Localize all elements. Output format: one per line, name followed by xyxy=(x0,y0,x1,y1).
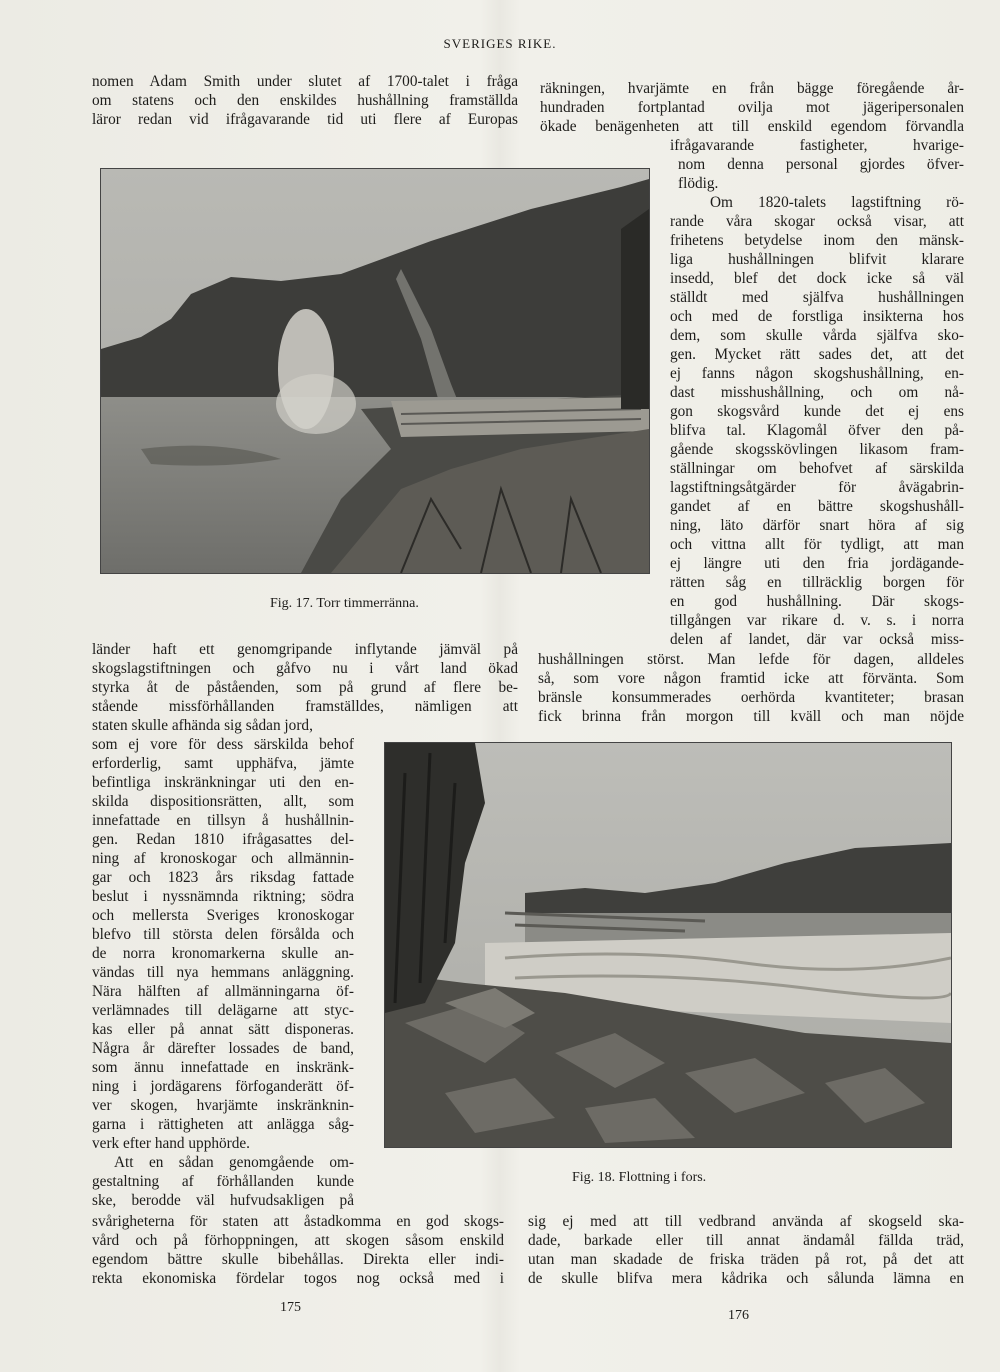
text-line: de norra kronomarkerna skulle an- xyxy=(92,945,354,962)
text-line: ning, läto därför snart höra af sig xyxy=(670,517,964,534)
text-line: erforderlig, samt upphäfva, jämte xyxy=(92,755,354,772)
text-line: ej fanns någon skogshushållning, en- xyxy=(670,365,964,382)
text-line: gestaltning af förhållanden kunde xyxy=(92,1173,354,1190)
text-line: länder haft ett genomgripande inflytande jämväl på xyxy=(92,641,518,658)
text-line: vård och på förhoppningen, att skogen såsom enskild xyxy=(92,1232,504,1249)
text-line: sig ej med att till vedbrand använda af skogseld ska- xyxy=(528,1213,964,1230)
text-line: beslut i nyssnämnda riktning; södra xyxy=(92,888,354,905)
text-line: nom denna personal gjordes öfver- xyxy=(678,156,964,173)
text-line: ej längre uti den fria jordägande- xyxy=(670,555,964,572)
text-line: ställningar om behofvet af särskilda xyxy=(670,460,964,477)
text-line: utan man skadade de friska träden på rot, på det att xyxy=(528,1251,964,1268)
text-line: blefvo till största delen försålda och xyxy=(92,926,354,943)
text-line: vändas till nya hemmans anläggning. xyxy=(92,964,354,981)
text-line: liga hushållningen blifvit klarare xyxy=(670,251,964,268)
running-header: SVERIGES RIKE. xyxy=(443,36,557,51)
text-line: som ännu innefattade en inskränk- xyxy=(92,1059,354,1076)
text-line: rätten såg en tillräcklig borgen för xyxy=(670,574,964,591)
text-line: verk efter hand upphörde. xyxy=(92,1135,251,1152)
text-line: Nära hälften af allmänningarna öf- xyxy=(92,983,354,1000)
text-line: styrka åt de påståenden, som på grund af flere be- xyxy=(92,679,518,696)
text-line: dade, barkade eller till annat ändamål fällda träd, xyxy=(528,1232,964,1249)
text-line: innefattade en tillsyn å hushållnin- xyxy=(92,812,354,829)
text-line: nomen Adam Smith under slutet af 1700-talet i fråga xyxy=(92,73,518,90)
text-line: ifrågavarande fastigheter, hvarige- xyxy=(670,137,964,154)
text-line: om statens och den enskildes hushållning framställda xyxy=(92,92,518,109)
text-line: kas eller på annat sätt disponeras. xyxy=(92,1021,354,1038)
text-line: gon skogsvård kunde det ej ens xyxy=(670,403,964,420)
fig18-caption: Fig. 18. Flottning i fors. xyxy=(572,1170,707,1185)
fig17-caption: Fig. 17. Torr timmerränna. xyxy=(270,596,419,611)
page-number-right: 176 xyxy=(728,1308,749,1323)
text-line: som ej vore för dess särskilda behof xyxy=(92,736,354,753)
fig17-photo xyxy=(100,168,650,574)
text-line: läror redan vid ifrågavarande tid uti flere af Europas xyxy=(92,111,518,128)
text-line: ske, berodde väl hufvudsakligen på xyxy=(92,1192,354,1209)
text-line: gandet af en bättre skogshushåll- xyxy=(670,498,964,515)
text-line: och med de forstliga insikterna hos xyxy=(670,308,964,325)
text-line: flödig. xyxy=(678,175,719,192)
text-line: ställdt med själfva hushållningen xyxy=(670,289,964,306)
text-line: Om 1820-talets lagstiftning rö- xyxy=(710,194,964,211)
text-line: gar och 1823 års riksdag fattade xyxy=(92,869,354,886)
text-line: ökade benägenheten att till enskild egendom förvandla xyxy=(540,118,964,135)
text-line: dem, som skulle vårda själfva sko- xyxy=(670,327,964,344)
text-line: gen. Redan 1810 ifrågasattes del- xyxy=(92,831,354,848)
text-line: frihetens betydelse inom den mänsk- xyxy=(670,232,964,249)
text-line: fick brinna från morgon till kväll och man nöjde xyxy=(538,708,964,725)
text-line: lagstiftningsåtgärder för åvägabrin- xyxy=(670,479,964,496)
text-line: så, som vore någon framtid icke att förvänta. Som xyxy=(538,670,964,687)
text-line: gående skogsskövlingen likasom fram- xyxy=(670,441,964,458)
text-line: ning af kronoskogar och allmännin- xyxy=(92,850,354,867)
text-line: tillgången var rikare d. v. s. i norra xyxy=(670,612,964,629)
text-line: och vittna allt för tydligt, att man xyxy=(670,536,964,553)
text-line: gen. Mycket rätt sades det, att det xyxy=(670,346,964,363)
text-line: dast misshushållning, och om nå- xyxy=(670,384,964,401)
text-line: bränsle konsummerades oerhörda kvantiteter; brasan xyxy=(538,689,964,706)
text-line: blifva tal. Klagomål öfver den på- xyxy=(670,422,964,439)
text-line: befintliga inskränkningar uti den en- xyxy=(92,774,354,791)
text-line: hushållningen störst. Man lefde för dagen, alldeles xyxy=(538,651,964,668)
text-line: insedd, blef det dock icke så väl xyxy=(670,270,964,287)
text-line: skilda dispositionsrätten, allt, som xyxy=(92,793,354,810)
text-line: hundraden fortplantad ovilja mot jägeripersonalen xyxy=(540,99,964,116)
text-line: räkningen, hvarjämte en från bägge föregående år- xyxy=(540,80,964,97)
page-number-left: 175 xyxy=(280,1300,301,1315)
fig18-photo xyxy=(384,742,952,1148)
text-line: rande våra skogar också visar, att xyxy=(670,213,964,230)
text-line: ver skogen, hvarjämte inskränknin- xyxy=(92,1097,354,1114)
text-line: skogslagstiftningen och gåfvo nu i vårt land ökad xyxy=(92,660,518,677)
text-line: delen af landet, där var också miss- xyxy=(670,631,964,648)
text-line: staten skulle afhända sig sådan jord, xyxy=(92,717,313,734)
text-line: svårigheterna för staten att åstadkomma en god skogs- xyxy=(92,1213,504,1230)
text-line: och mellersta Sveriges kronoskogar xyxy=(92,907,354,924)
text-line: Att en sådan genomgående om- xyxy=(114,1154,354,1171)
text-line: garna i rättigheten att anlägga såg- xyxy=(92,1116,354,1133)
text-line: de skulle blifva mera kådrika och sålunda lämna en xyxy=(528,1270,964,1287)
text-line: rekta ekonomiska fördelar togos nog också med i xyxy=(92,1270,504,1287)
text-line: egendom bättre skulle bibehållas. Direkta eller indi- xyxy=(92,1251,504,1268)
text-line: Några år därefter lossades de band, xyxy=(92,1040,354,1057)
text-line: ning i jordägarens förfoganderätt öf- xyxy=(92,1078,354,1095)
text-line: en god hushållning. Där skogs- xyxy=(670,593,964,610)
text-line: verlämnades till delägarne att styc- xyxy=(92,1002,354,1019)
text-line: stående missförhållanden framställdes, nämligen att xyxy=(92,698,518,715)
